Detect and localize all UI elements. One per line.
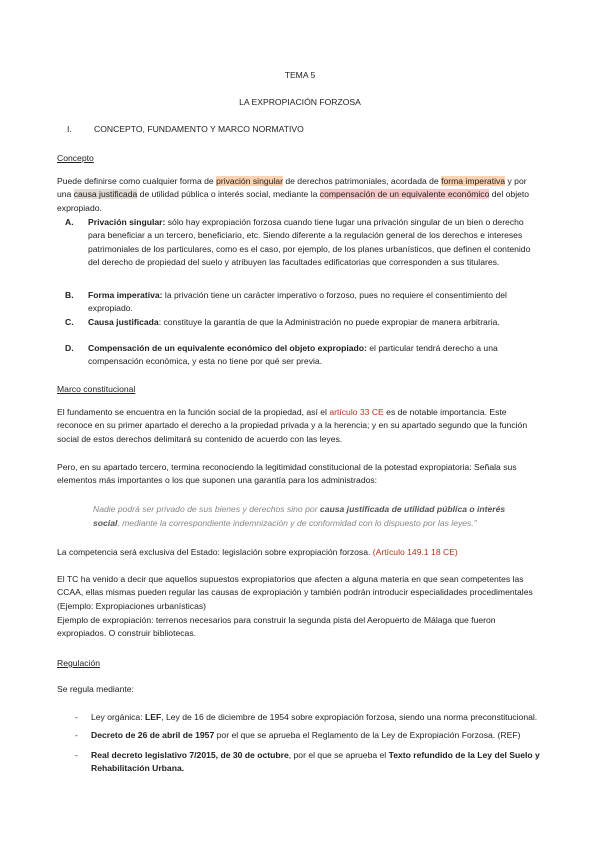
bold-run: LEF — [144, 712, 162, 722]
list-term: Privación singular: — [88, 217, 166, 227]
list-label: A. — [65, 217, 74, 227]
text-run: , por el que se aprueba el — [288, 750, 389, 760]
list-label: B. — [65, 290, 74, 300]
list-item-real-decreto — [73, 749, 543, 776]
highlight-forma-imperativa: forma imperativa — [441, 176, 506, 186]
marco-heading: Marco constitucional — [57, 384, 136, 394]
text-run: Nadie podrá ser privado de sus bienes y derechos sino por — [93, 504, 320, 514]
bold-run: Real decreto legislativo 7/2015, de 30 de octubre — [91, 750, 289, 760]
section-title: CONCEPTO, FUNDAMENTO Y MARCO NORMATIVO — [94, 124, 304, 134]
list-item-b — [57, 289, 543, 316]
list-term: Forma imperativa: — [88, 290, 163, 300]
list-label: D. — [65, 343, 74, 353]
regulacion-heading: Regulación — [57, 658, 100, 668]
text-run: es de notable importancia. Este reconoce en su primer apartado el derecho a la propiedad privada y a la herencia; y en su apartado segundo que la función social de estos derechos delimitará su contenido de acuerdo con las leyes. — [57, 407, 528, 444]
marco-paragraph-4: El TC ha venido a decir que aquellos supuestos expropiatorios que afecten a alguna materia en que sean competentes las CCAA, ellas mismas pueden regular las causas de expropiación y también podrán introducir especialidades procedimentales (Ejemplo: Expropiaciones urbanísticas) — [57, 574, 533, 611]
text-run: La competencia será exclusiva del Estado: legislación sobre expropiación forzosa. — [57, 547, 373, 557]
text-run: Puede definirse como cualquier forma de — [57, 176, 217, 186]
text-run: Ley orgánica: — [91, 712, 145, 722]
regulacion-intro: Se regula mediante: — [57, 684, 134, 694]
marco-paragraph-1 — [57, 406, 543, 446]
section-number: I. — [67, 124, 72, 134]
list-item-lef — [73, 711, 543, 724]
bullet-dash: - — [75, 730, 78, 740]
marco-paragraph-5: Ejemplo de expropiación: terrenos necesarios para construir la segunda pista del Aeropuerto de Málaga que fueron expropiados. O construir bibliotecas. — [57, 615, 496, 639]
list-item-d — [57, 342, 543, 369]
list-text: : constituye la garantía de que la Administración no puede expropiar de manera arbitraria. — [158, 317, 500, 327]
bold-run: Decreto de 26 de abril de 1957 — [91, 730, 215, 740]
article-149-reference: (Artículo 149.1 18 CE) — [372, 547, 458, 557]
marco-paragraph-2: Pero, en su apartado tercero, termina reconociendo la legitimidad constitucional de la potestad expropiatoria: Señala sus elementos más importantes o los que suponen una garantía para los administrados: — [57, 462, 517, 486]
concepto-heading: Concepto — [57, 153, 94, 163]
list-item-a — [57, 216, 543, 269]
article-33-reference: artículo 33 CE — [329, 407, 384, 417]
list-term: Compensación de un equivalente económico del objeto expropiado: — [88, 343, 367, 353]
document-title: LA EXPROPIACIÓN FORZOSA — [239, 97, 361, 107]
text-run: y por una — [57, 176, 527, 200]
list-label: C. — [65, 317, 74, 327]
bullet-dash: - — [75, 750, 78, 760]
bold-run: Texto refundido de la Ley del Suelo y Rehabilitación Urbana. — [91, 750, 540, 774]
highlight-privacion: privación singular — [216, 176, 283, 186]
list-text: sólo hay expropiación forzosa cuando tiene lugar una privación singular de un bien o derecho para beneficiar a un tercero, beneficiario, etc. Siendo diferente a la regulación general de los derechos e intereses patrimoniales de los particulares, como es el caso, por ejemplo, de los planes urbanísticos, que definen el contenido del derecho de propiedad del suelo y atribuyen las facultades edificatorias que corresponden a sus titulares. — [88, 217, 531, 267]
list-item-c — [57, 316, 543, 329]
text-run: , mediante la correspondiente indemnización y de conformidad con lo dispuesto por las leyes." — [117, 517, 477, 528]
highlight-causa-justificada: causa justificada — [73, 189, 138, 200]
concepto-paragraph — [57, 175, 543, 215]
marco-paragraph-3 — [57, 546, 543, 559]
list-term: Causa justificada — [88, 317, 159, 327]
quote-emphasis: causa justificada de utilidad pública o interés social — [93, 504, 506, 528]
list-text: el particular tendrá derecho a una compensación económica, y esta no tiene por qué ser previa. — [88, 343, 498, 367]
tema-heading: TEMA 5 — [284, 70, 316, 80]
list-text: la privación tiene un carácter imperativo o forzoso, pues no requiere el consentimiento del expropiado. — [88, 290, 507, 314]
highlight-compensacion: compensación de un equivalente económico — [319, 189, 490, 200]
list-item-decreto — [73, 729, 543, 742]
text-run: por el que se aprueba el Reglamento de la Ley de Expropiación Forzosa. (REF) — [214, 730, 521, 740]
text-run: del objeto expropiado. — [57, 189, 530, 213]
text-run: de utilidad pública o interés social, mediante la — [137, 189, 320, 200]
text-run: El fundamento se encuentra en la función social de la propiedad, así el — [57, 407, 330, 417]
text-run: , Ley de 16 de diciembre de 1954 sobre expropiación forzosa, siendo una norma preconstitucional. — [161, 712, 538, 722]
text-run: de derechos patrimoniales, acordada de — [282, 176, 442, 186]
bullet-dash: - — [75, 712, 78, 722]
constitution-quote — [93, 503, 528, 531]
